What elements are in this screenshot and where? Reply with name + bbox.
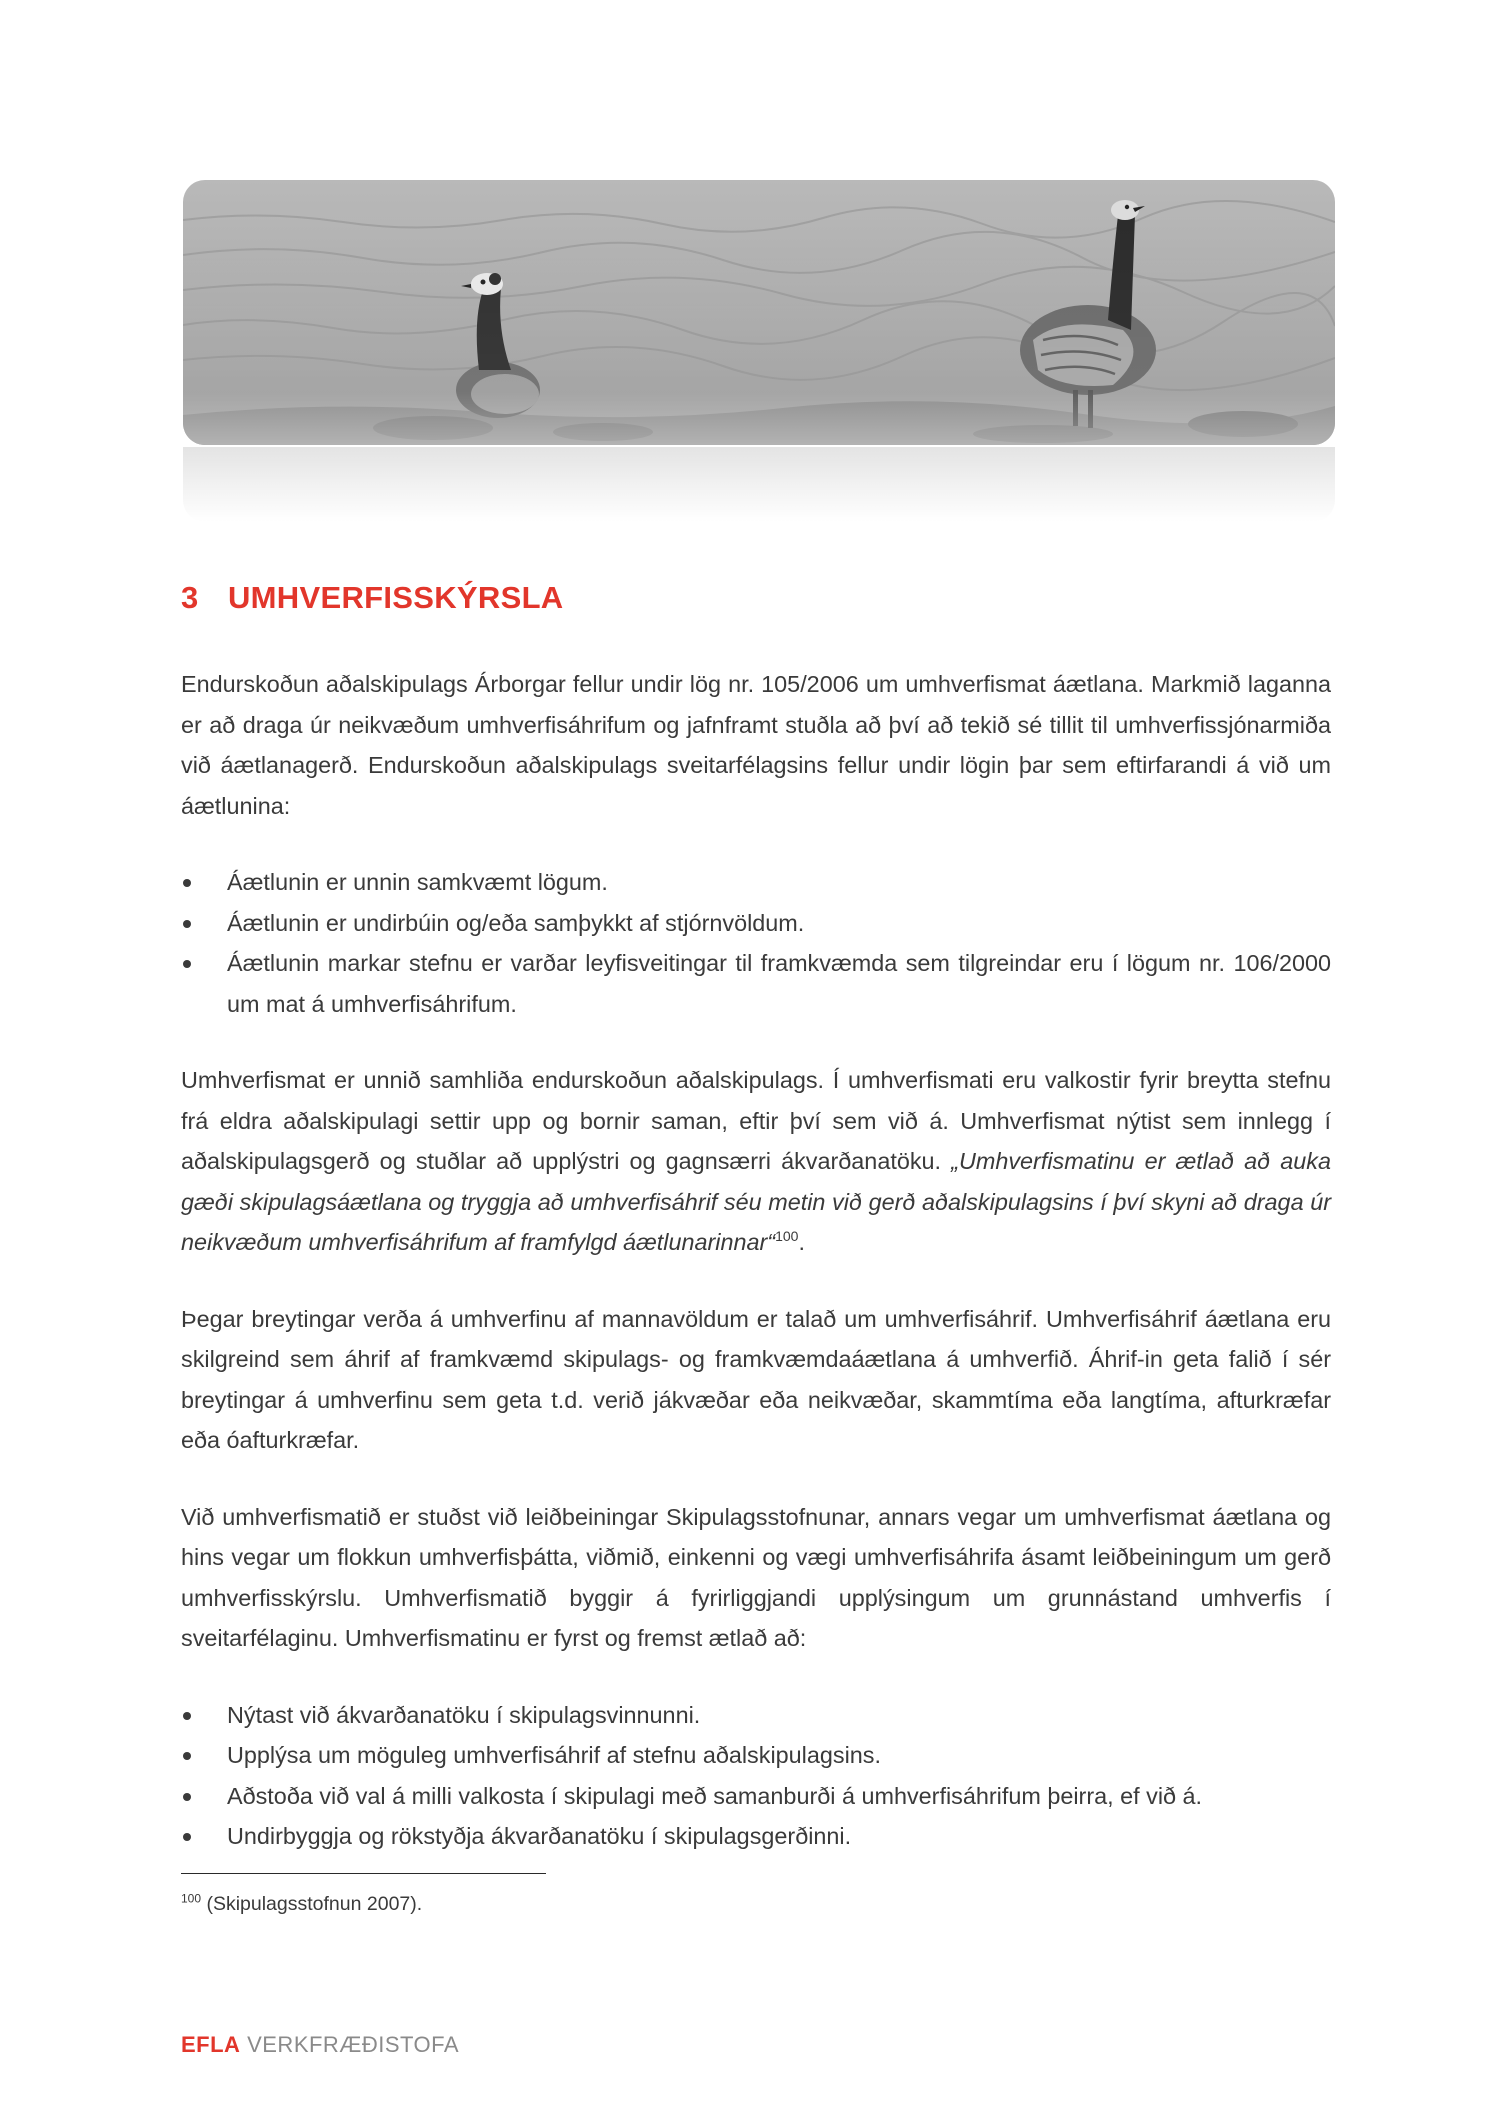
footer-logo [181,2032,459,2058]
list-item: Upplýsa um möguleg umhverfisáhrif af stefnu aðalskipulagsins. [181,1735,1331,1776]
list-item: Undirbyggja og rökstyðja ákvarðanatöku í skipulagsgerðinni. [181,1816,1331,1857]
bullet-list-1 [181,862,1331,1024]
list-item: Áætlunin er undirbúin og/eða samþykkt af stjórnvöldum. [181,903,1331,944]
footer-subtitle: VERKFRÆÐISTOFA [247,2032,460,2057]
section-heading [181,580,564,616]
body-content [181,664,1331,1857]
bullet-list-2 [181,1695,1331,1857]
geese-illustration [183,180,1335,445]
footnote-ref: 100 [775,1228,799,1245]
list-item: Áætlunin markar stefnu er varðar leyfisveitingar til framkvæmda sem tilgreindar eru í lögum nr. 106/2000 um mat á umhverfisáhrifum. [181,943,1331,1024]
footnote-text: (Skipulagsstofnun 2007). [206,1893,423,1915]
footnote [181,1893,422,1916]
paragraph-3: Þegar breytingar verða á umhverfinu af mannavöldum er talað um umhverfisáhrif. Umhverfisáhrif áætlana eru skilgreind sem áhrif af framkvæmd skipulags- og framkvæmdaáætlana á umhverfið. Áhrif-in geta falið í sér breytingar á umhverfinu sem geta t.d. verið jákvæðar eða neikvæðar, skammtíma eða langtíma, afturkræfar eða óafturkræfar. [181,1305,1331,1453]
footnote-divider [181,1873,546,1874]
paragraph-1: Endurskoðun aðalskipulags Árborgar fellur undir lög nr. 105/2006 um umhverfismat áætlana. Markmið laganna er að draga úr neikvæðum umhverfisáhrifum og jafnframt stuðla að því að tekið sé tillit til umhverfissjónarmiða við áætlanagerð. Endurskoðun aðalskipulags sveitarfélagsins fellur undir lögin þar sem eftirfarandi á við um áætlunina: [181,671,1331,819]
list-item: Aðstoða við val á milli valkosta í skipulagi með samanburði á umhverfisáhrifum þeirra, ef við á. [181,1776,1331,1817]
header-photo [183,180,1335,445]
footer-brand: EFLA [181,2032,241,2057]
list-item: Áætlunin er unnin samkvæmt lögum. [181,862,1331,903]
header-photo-reflection [183,447,1335,522]
section-title: UMHVERFISSKÝRSLA [228,580,564,615]
paragraph-2-end: . [798,1229,805,1255]
section-number: 3 [181,580,199,615]
footnote-number: 100 [181,1891,202,1906]
list-item: Nýtast við ákvarðanatöku í skipulagsvinnunni. [181,1695,1331,1736]
paragraph-4: Við umhverfismatið er stuðst við leiðbeiningar Skipulagsstofnunar, annars vegar um umhverfismat áætlana og hins vegar um flokkun umhverfisþátta, viðmið, einkenni og vægi umhverfisáhrifa ásamt leiðbeiningum um gerð umhverfisskýrslu. Umhverfismatið byggir á fyrirliggjandi upplýsingum um grunnástand umhverfis í sveitarfélaginu. Umhverfismatinu er fyrst og fremst ætlað að: [181,1503,1331,1651]
paragraph-2-text: Umhverfismat er unnið samhliða endurskoðun aðalskipulags. Í umhverfismati eru valkostir fyrir breytta stefnu frá eldra aðalskipulagi settir upp og bornir saman, eftir því sem við á. Umhverfismat nýtist sem innlegg í aðalskipulagsgerð og stuðlar að upplýstri og gagnsærri ákvarðanatöku. [181,1067,1331,1174]
paragraph-2 [181,1060,1331,1263]
paragraph-2-quote: „Umhverfismatinu er ætlað að auka gæði skipulagsáætlana og tryggja að umhverfisáhrif séu metin við gerð aðalskipulagsins í því skyni að draga úr neikvæðum umhverfisáhrifum af framfylgd áætlunarinnar“ [181,1148,1331,1255]
